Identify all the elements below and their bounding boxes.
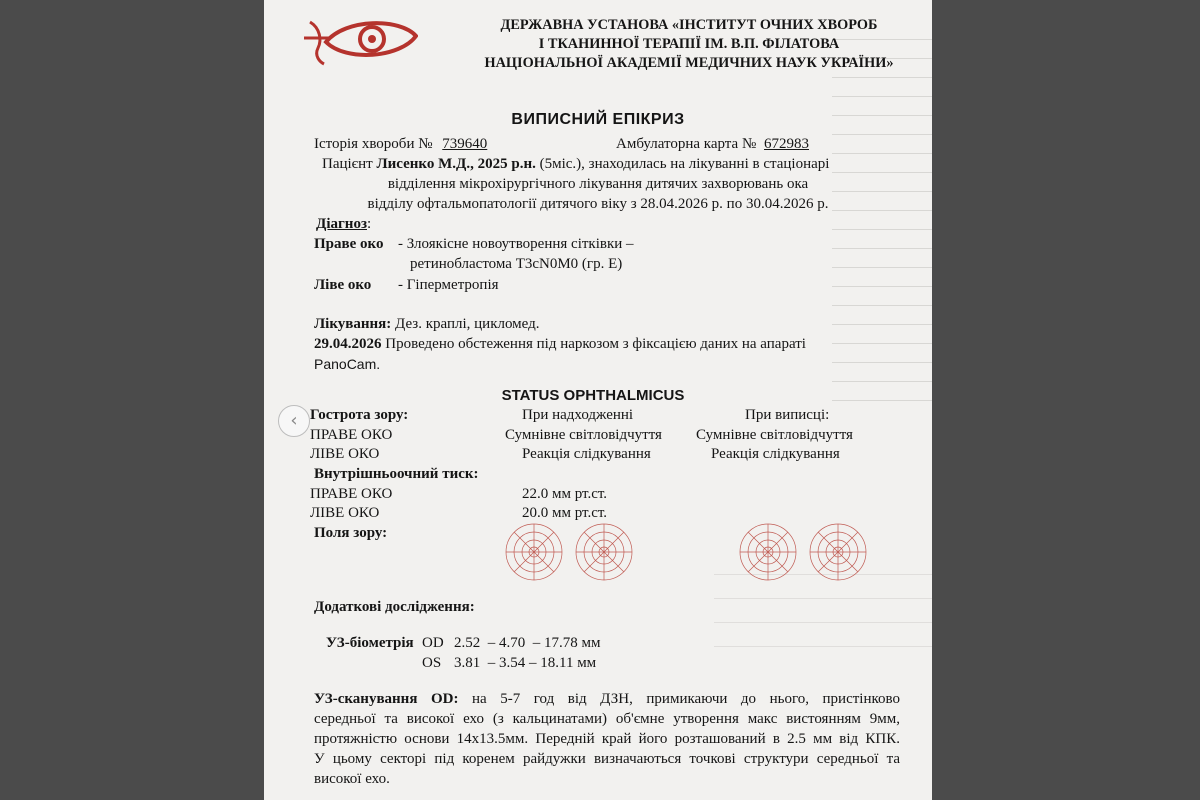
iop-eye-right: ПРАВЕ ОКО (310, 486, 393, 502)
biometry-os-values: 3.81 – 3.54 – 18.11 мм (454, 655, 597, 671)
card-number: 672983 (764, 136, 810, 152)
iop-left-value: 20.0 мм рт.ст. (522, 505, 608, 521)
institute-header (454, 16, 924, 73)
acuity-col-admission: При надходженні (522, 407, 634, 423)
visual-fields-label: Поля зору: (314, 525, 388, 541)
biometry-os-label: OS (422, 655, 442, 671)
patient-line-3: відділу офтальмопатології дитячого віку з 28.04.2026 р. по 30.04.2026 р. (367, 196, 829, 212)
visual-field-charts (492, 522, 912, 582)
eye-logo-icon (300, 14, 418, 68)
acuity-left-discharge: Реакція слідкування (711, 446, 840, 462)
biometry-label: УЗ-біометрія (326, 635, 414, 651)
treatment-text: Дез. краплі, цикломед. (395, 316, 540, 332)
history-line (314, 135, 487, 154)
chevron-left-icon[interactable]: ‹ (278, 405, 310, 437)
acuity-label: Гострота зору: (310, 407, 409, 423)
acuity-eye-right: ПРАВЕ ОКО (310, 427, 393, 443)
scan-line-4: У цьому секторі під коренем райдужки визначаються точкові структури середньої та (314, 751, 900, 767)
document-page (264, 0, 932, 800)
left-dark-frame (0, 0, 264, 800)
patient-name: Лисенко М.Д., 2025 р.н. (376, 156, 536, 172)
exam-line-2: PanoCam. (314, 356, 381, 372)
acuity-left-admission: Реакція слідкування (522, 446, 651, 462)
scan-line-3: протяжністю основи 14х13.5мм. Передній край його розташований в 2.5 мм від КПК. (314, 731, 900, 747)
card-label: Амбулаторна карта № (616, 136, 757, 152)
diagnosis-right-text-1: - Злоякісне новоутворення сітківки – (398, 236, 634, 252)
diagnosis-colon: : (366, 216, 372, 232)
acuity-right-admission: Сумнівне світловідчуття (505, 427, 662, 443)
extra-studies-label: Додаткові дослідження: (314, 599, 475, 615)
patient-line-1 (322, 155, 829, 174)
bleed-through-right (832, 30, 932, 410)
document-title: ВИПИСНИЙ ЕПІКРИЗ (511, 111, 685, 128)
scan-line-1 (314, 689, 900, 709)
perimetry-chart-4 (810, 524, 866, 580)
exam-date: 29.04.2026 (314, 336, 382, 352)
exam-text: Проведено обстеження під наркозом з фіксацією даних на апараті (385, 336, 806, 352)
scan-label: УЗ-сканування OD: (314, 691, 459, 707)
diagnosis-right-text-2: ретинобластома Т3сN0М0 (гр. Е) (410, 256, 623, 272)
patient-line-2: відділення мікрохірургічного лікування дитячих захворювань ока (387, 176, 809, 192)
biometry-od-label: OD (422, 635, 444, 651)
perimetry-chart-1 (506, 524, 562, 580)
iop-eye-left: ЛІВЕ ОКО (310, 505, 380, 521)
patient-rest: (5міс.), знаходилась на лікуванні в стаціонарі (539, 156, 830, 172)
perimetry-chart-3 (740, 524, 796, 580)
acuity-col-discharge: При виписці: (745, 407, 830, 423)
scan-line-2: середньої та високої ехо (з кальцинатами) об'ємне утворення макс вистоянням 9мм, (314, 711, 900, 727)
scan-text-1: на 5-7 год від ДЗН, примикаючи до нього, пристінково (472, 691, 900, 707)
exam-line-1 (314, 335, 806, 354)
scan-paragraph (314, 689, 900, 789)
diagnosis-right-label: Праве око (314, 236, 384, 252)
history-label: Історія хвороби № (314, 136, 433, 152)
scan-line-5: високої ехо. (314, 771, 390, 787)
card-line (616, 135, 809, 154)
institute-line-3: НАЦІОНАЛЬНОЇ АКАДЕМІЇ МЕДИЧНИХ НАУК УКРАЇНИ» (484, 55, 894, 71)
status-title: STATUS OPHTHALMICUS (501, 387, 685, 404)
biometry-od-values: 2.52 – 4.70 – 17.78 мм (454, 635, 601, 651)
acuity-right-discharge: Сумнівне світловідчуття (696, 427, 853, 443)
iop-label: Внутрішньоочний тиск: (314, 466, 479, 482)
perimetry-chart-2 (576, 524, 632, 580)
diagnosis-left-label: Ліве око (314, 277, 372, 293)
patient-prefix: Пацієнт (322, 156, 373, 172)
iop-right-value: 22.0 мм рт.ст. (522, 486, 608, 502)
treatment-label: Лікування: (314, 316, 392, 332)
diagnosis-left-text: - Гіперметропія (398, 277, 499, 293)
diagnosis-label: Діагноз (316, 216, 367, 232)
right-dark-frame (932, 0, 1200, 800)
diagnosis-heading (316, 215, 371, 234)
acuity-eye-left: ЛІВЕ ОКО (310, 446, 380, 462)
institute-line-2: І ТКАНИННОЇ ТЕРАПІЇ ІМ. В.П. ФІЛАТОВА (538, 36, 840, 52)
institute-line-1: ДЕРЖАВНА УСТАНОВА «ІНСТИТУТ ОЧНИХ ХВОРОБ (500, 17, 878, 33)
treatment-line (314, 315, 540, 334)
history-number: 739640 (442, 136, 488, 152)
